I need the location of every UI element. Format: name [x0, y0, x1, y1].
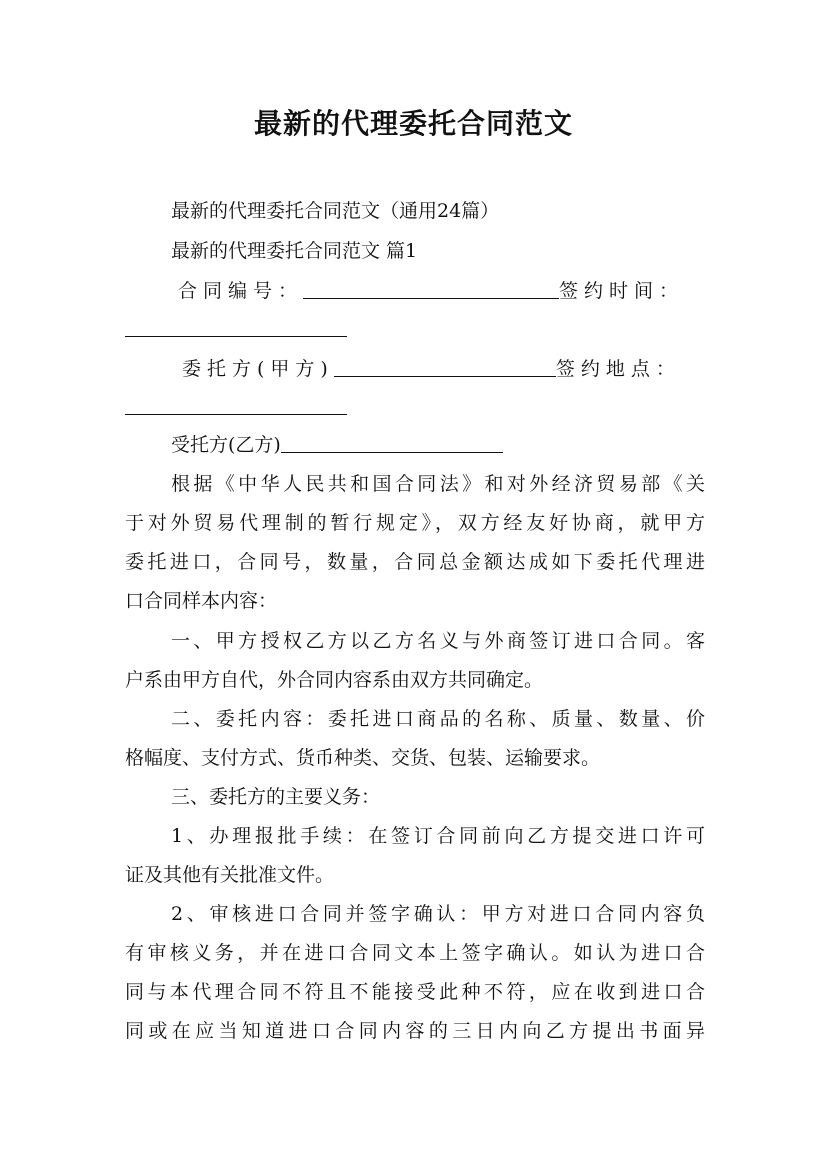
document-title: 最新的代理委托合同范文: [253, 107, 573, 140]
contract-number-row: [178, 278, 705, 304]
section-heading: 最新的代理委托合同范文 篇1: [171, 240, 418, 262]
contract-number-label: 合同编号：: [178, 280, 304, 302]
principal-row: [182, 356, 705, 382]
body-line: 于对外贸易代理制的暂行规定》，双方经友好协商，就甲方: [125, 512, 705, 534]
body-line: 二、委托内容：委托进口商品的名称、质量、数量、价: [171, 708, 705, 730]
sign-place-label: 签约地点：: [555, 358, 681, 380]
sign-place-blank: [125, 414, 347, 415]
sign-time-label: 签约时间：: [559, 280, 685, 302]
body-line: 三、委托方的主要义务：: [171, 786, 381, 808]
body-line: 2、审核进口合同并签字确认：甲方对进口合同内容负: [171, 903, 705, 925]
agent-row: [171, 432, 705, 458]
document-subtitle: 最新的代理委托合同范文（通用24篇）: [171, 200, 500, 222]
sign-time-blank: [125, 336, 347, 337]
body-line: 证及其他有关批准文件。: [125, 864, 335, 886]
principal-blank: [334, 358, 556, 377]
body-line: 户系由甲方自代，外合同内容系由双方共同确定。: [125, 669, 544, 691]
body-line: 同与本代理合同不符且不能接受此种不符，应在收到进口合: [125, 981, 705, 1003]
body-line: 根据《中华人民共和国合同法》和对外经济贸易部《关: [171, 473, 705, 495]
body-line: 1、办理报批手续：在签订合同前向乙方提交进口许可: [171, 825, 705, 847]
body-line: 有审核义务，并在进口合同文本上签字确认。如认为进口合: [125, 942, 705, 964]
agent-blank: [281, 434, 503, 453]
body-line: 同或在应当知道进口合同内容的三日内向乙方提出书面异: [125, 1020, 705, 1042]
agent-label: 受托方(乙方): [171, 434, 281, 456]
principal-label: 委托方(甲方): [182, 358, 334, 380]
body-line: 委托进口，合同号，数量，合同总金额达成如下委托代理进: [125, 551, 705, 573]
body-line: 口合同样本内容：: [125, 590, 278, 612]
contract-number-blank: [303, 280, 559, 299]
body-line: 格幅度、支付方式、货币种类、交货、包装、运输要求。: [125, 747, 601, 769]
body-line: 一、甲方授权乙方以乙方名义与外商签订进口合同。客: [171, 630, 705, 652]
